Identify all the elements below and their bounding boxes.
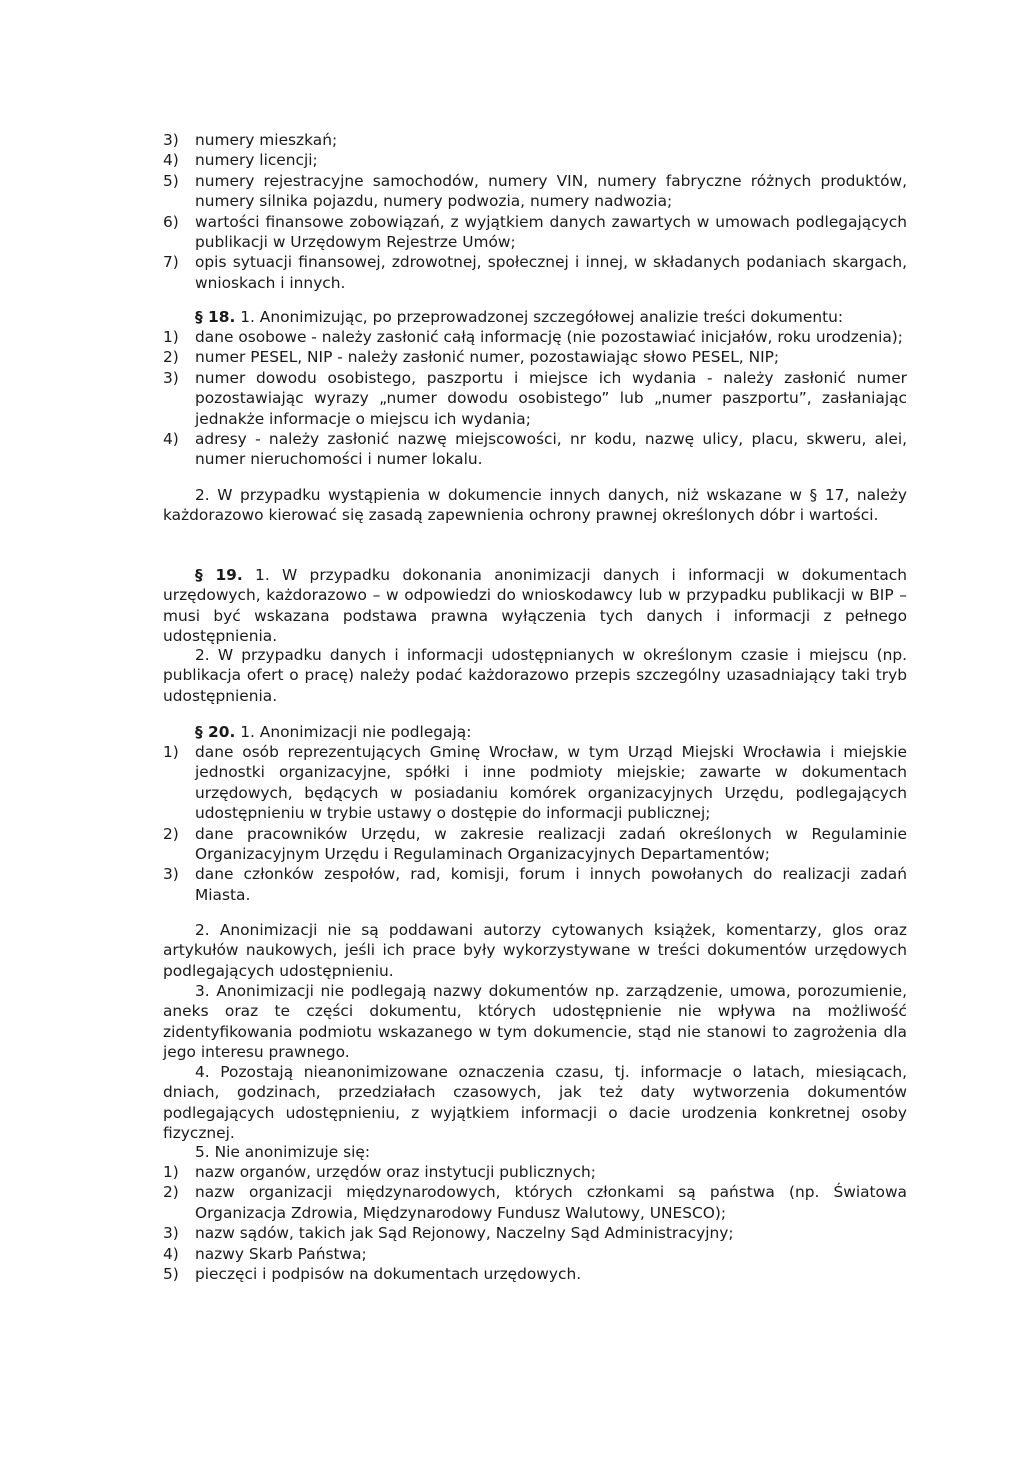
- section-mark: § 18.: [195, 308, 236, 326]
- list-item: [163, 1162, 907, 1182]
- item-number: 7): [163, 253, 179, 272]
- item-text: opis sytuacji finansowej, zdrowotnej, społecznej i innej, w składanych podaniach skargach, wnioskach i innych.: [195, 253, 907, 292]
- item-text: nazw organizacji międzynarodowych, których członkami są państwa (np. Światowa Organizacja Zdrowia, Międzynarodowy Fundusz Walutowy, UNESCO);: [195, 1183, 907, 1222]
- list-item: [163, 1223, 907, 1243]
- item-text: numer dowodu osobistego, paszportu i miejsce ich wydania - należy zasłonić numer pozostawiając wyrazy „numer dowodu osobistego” lub „numer paszportu”, zasłaniając jednakże informacje o miejscu ich wydania;: [195, 368, 907, 428]
- list-item: [163, 327, 907, 347]
- section-19-paragraph-2: 2. W przypadku danych i informacji udostępnianych w określonym czasie i miejscu (np. publikacja ofert o pracę) należy podać każdorazowo przepis szczególny uzasadniający taki tryb udostępnienia.: [163, 646, 907, 705]
- section-18-intro: [163, 307, 907, 327]
- item-text: dane pracowników Urzędu, w zakresie realizacji zadań określonych w Regulaminie Organizacyjnym Urzędu i Regulaminach Organizacyjnych Departamentów;: [195, 824, 907, 864]
- list-item: [163, 252, 907, 293]
- item-number: 1): [163, 328, 179, 346]
- list-item: [163, 347, 907, 367]
- item-number: 5): [163, 1265, 179, 1284]
- list-item: [163, 1244, 907, 1264]
- section-intro-text: 1. W przypadku dokonania anonimizacji danych i informacji w dokumentach urzędowych, każdorazowo – w odpowiedzi do wnioskodawcy lub w przypadku publikacji w BIP – musi być wskazana podstawa prawna wyłączenia tych danych i informacji z pełnego udostępnienia.: [163, 566, 907, 646]
- item-text: adresy - należy zasłonić nazwę miejscowości, nr kodu, nazwę ulicy, placu, skweru, alei, numer nieruchomości i numer lokalu.: [195, 430, 907, 469]
- item-number: 4): [163, 430, 179, 449]
- section-mark: § 19.: [195, 566, 243, 584]
- section-intro-text: 1. Anonimizacji nie podlegają:: [235, 723, 472, 741]
- item-number: 2): [163, 1183, 179, 1202]
- list-item: [163, 864, 907, 905]
- item-number: 1): [163, 1163, 179, 1181]
- section-20-paragraph-5: 5. Nie anonimizuje się:: [195, 1143, 371, 1161]
- list-item: [163, 150, 907, 170]
- item-number: 3): [163, 368, 179, 387]
- item-text: numer PESEL, NIP - należy zasłonić numer, pozostawiając słowo PESEL, NIP;: [195, 348, 780, 367]
- section-20-intro: [163, 722, 907, 742]
- item-number: 3): [163, 865, 179, 884]
- item-number: 5): [163, 171, 179, 190]
- list-s18: [163, 327, 907, 470]
- item-number: 4): [163, 1244, 179, 1263]
- list-item: [163, 171, 907, 212]
- item-number: 2): [163, 824, 179, 843]
- list-item: [163, 368, 907, 429]
- item-text: dane osób reprezentujących Gminę Wrocław, w tym Urząd Miejski Wrocławia i miejskie jednostki organizacyjne, spółki i inne podmioty miejskie; zawarte w dokumentach urzędowych, będących w posiadaniu komórek organizacyjnych Urzędu, podlegających udostępnieniu w trybie ustawy o dostępie do informacji publicznej;: [195, 743, 907, 823]
- item-text: dane osobowe - należy zasłonić całą informację (nie pozostawiać inicjałów, roku urodzenia);: [195, 328, 903, 346]
- list-s20: [163, 742, 907, 905]
- list-item: [163, 742, 907, 824]
- item-number: 2): [163, 348, 179, 367]
- list-item: [163, 1264, 907, 1284]
- section-20-paragraph-2: 2. Anonimizacji nie są poddawani autorzy cytowanych książek, komentarzy, glos oraz artykułów naukowych, jeśli ich prace były wykorzystywane w treści dokumentów urzędowych podlegających udostępnieniu.: [163, 921, 907, 980]
- item-text: wartości finansowe zobowiązań, z wyjątkiem danych zawartych w umowach podlegających publikacji w Urzędowym Rejestrze Umów;: [195, 212, 907, 252]
- item-text: pieczęci i podpisów na dokumentach urzędowych.: [195, 1265, 582, 1284]
- list-item: [163, 824, 907, 865]
- item-text: dane członków zespołów, rad, komisji, forum i innych powołanych do realizacji zadań Miasta.: [195, 865, 907, 904]
- section-intro-text: 1. Anonimizując, po przeprowadzonej szczegółowej analizie treści dokumentu:: [235, 308, 844, 326]
- list-item: [163, 1182, 907, 1223]
- section-20-paragraph-3: 3. Anonimizacji nie podlegają nazwy dokumentów np. zarządzenie, umowa, porozumienie, aneks oraz te części dokumentu, których udostępnienie nie wpływa na możliwość zidentyfikowania podmiotu wskazanego w tym dokumencie, stąd nie stanowi to zagrożenia dla jego interesu prawnego.: [163, 982, 907, 1062]
- item-text: nazw sądów, takich jak Sąd Rejonowy, Naczelny Sąd Administracyjny;: [195, 1224, 734, 1243]
- list-top: [163, 130, 907, 293]
- list-item: [163, 429, 907, 470]
- list-item: [163, 130, 907, 150]
- item-number: 6): [163, 212, 179, 231]
- item-text: numery mieszkań;: [195, 131, 338, 149]
- item-text: nazwy Skarb Państwa;: [195, 1244, 367, 1263]
- section-19-paragraph-1: [163, 565, 907, 647]
- section-mark: § 20.: [195, 723, 236, 741]
- section-18-paragraph-2: 2. W przypadku wystąpienia w dokumencie innych danych, niż wskazane w § 17, należy każdorazowo kierować się zasadą zapewnienia ochrony prawnej określonych dóbr i wartości.: [163, 486, 907, 525]
- item-number: 1): [163, 743, 179, 761]
- section-20-paragraph-4: 4. Pozostają nieanonimizowane oznaczenia czasu, tj. informacje o latach, miesiącach, dniach, godzinach, przedziałach czasowych, jak też daty wytworzenia dokumentów podlegających udostępnieniu, z wyjątkiem informacji o dacie urodzenia konkretnej osoby fizycznej.: [163, 1063, 907, 1143]
- item-text: nazw organów, urzędów oraz instytucji publicznych;: [195, 1163, 596, 1181]
- item-number: 4): [163, 151, 179, 170]
- list-item: [163, 212, 907, 253]
- item-number: 3): [163, 131, 179, 149]
- item-number: 3): [163, 1224, 179, 1243]
- item-text: numery rejestracyjne samochodów, numery VIN, numery fabryczne różnych produktów, numery silnika pojazdu, numery podwozia, numery nadwozia;: [195, 171, 907, 211]
- list-s20-5: [163, 1162, 907, 1284]
- item-text: numery licencji;: [195, 151, 318, 170]
